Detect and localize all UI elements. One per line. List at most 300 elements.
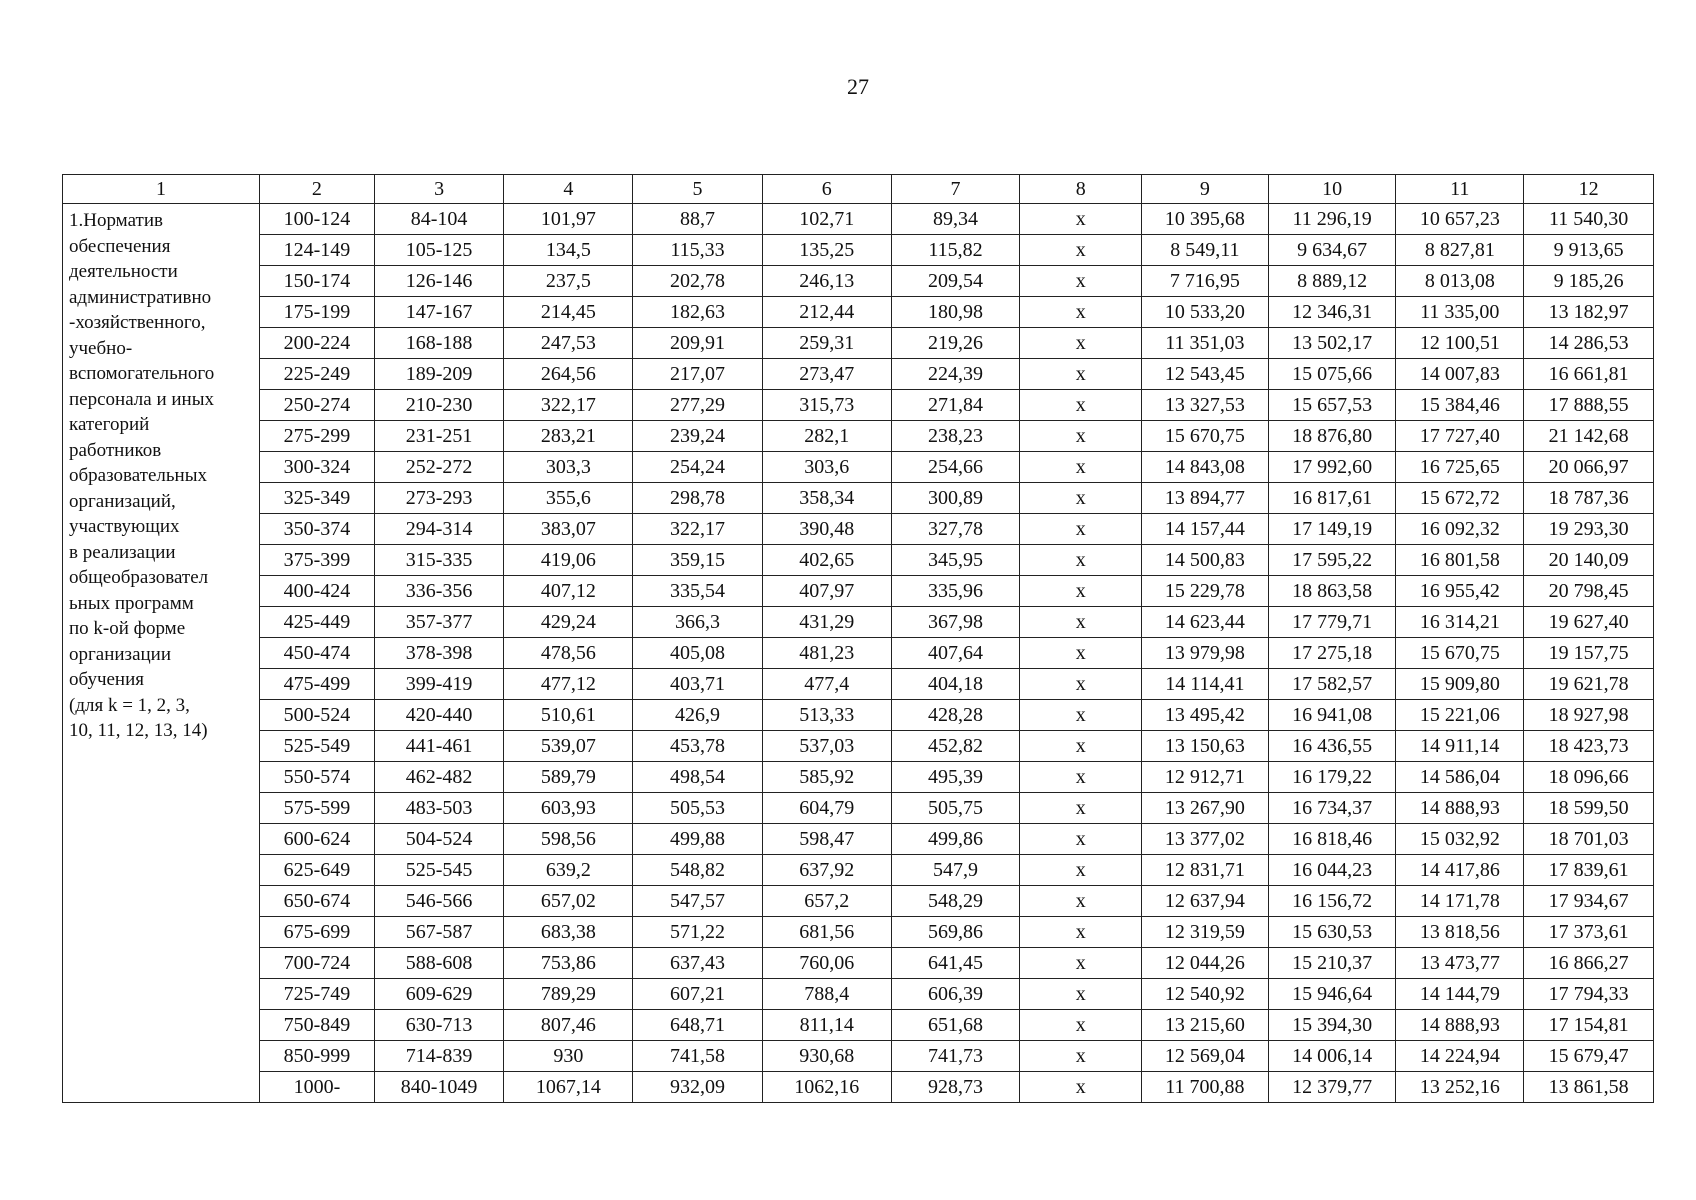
table-cell-col-10: 16 044,23 bbox=[1268, 855, 1396, 886]
table-cell-col-7: 219,26 bbox=[891, 328, 1020, 359]
table-row bbox=[63, 483, 1654, 514]
table-cell-col-6: 303,6 bbox=[762, 452, 891, 483]
table-cell-col-6: 246,13 bbox=[762, 266, 891, 297]
table-row bbox=[63, 731, 1654, 762]
table-cell-col-8: х bbox=[1020, 917, 1142, 948]
table-row bbox=[63, 762, 1654, 793]
table-cell-col-7: 115,82 bbox=[891, 235, 1020, 266]
table-row bbox=[63, 855, 1654, 886]
table-cell-col-4: 539,07 bbox=[504, 731, 633, 762]
table-cell-col-10: 15 946,64 bbox=[1268, 979, 1396, 1010]
table-cell-col-8: х bbox=[1020, 700, 1142, 731]
column-header-6: 6 bbox=[762, 175, 891, 204]
table-cell-col-5: 115,33 bbox=[633, 235, 763, 266]
table-cell-col-11: 14 911,14 bbox=[1396, 731, 1524, 762]
column-header-10: 10 bbox=[1268, 175, 1396, 204]
table-row bbox=[63, 669, 1654, 700]
table-cell-col-12: 20 066,97 bbox=[1524, 452, 1654, 483]
table-cell-col-6: 282,1 bbox=[762, 421, 891, 452]
table-cell-col-3: 378-398 bbox=[374, 638, 504, 669]
table-cell-col-10: 15 657,53 bbox=[1268, 390, 1396, 421]
table-cell-col-11: 8 827,81 bbox=[1396, 235, 1524, 266]
table-cell-col-7: 224,39 bbox=[891, 359, 1020, 390]
table-cell-col-3: 168-188 bbox=[374, 328, 504, 359]
table-cell-col-10: 16 941,08 bbox=[1268, 700, 1396, 731]
table-cell-col-10: 15 210,37 bbox=[1268, 948, 1396, 979]
table-cell-col-5: 239,24 bbox=[633, 421, 763, 452]
table-cell-col-4: 322,17 bbox=[504, 390, 633, 421]
table-cell-col-2: 675-699 bbox=[260, 917, 375, 948]
description-line: -хозяйственного, bbox=[69, 312, 206, 333]
table-cell-col-8: х bbox=[1020, 1041, 1142, 1072]
column-header-9: 9 bbox=[1142, 175, 1269, 204]
table-cell-col-12: 17 888,55 bbox=[1524, 390, 1654, 421]
table-cell-col-12: 19 157,75 bbox=[1524, 638, 1654, 669]
table-cell-col-6: 604,79 bbox=[762, 793, 891, 824]
description-line: административно bbox=[69, 286, 212, 308]
table-cell-col-3: 252-272 bbox=[374, 452, 504, 483]
table-cell-col-9: 14 500,83 bbox=[1142, 545, 1269, 576]
table-cell-col-11: 16 725,65 bbox=[1396, 452, 1524, 483]
table-cell-col-9: 14 843,08 bbox=[1142, 452, 1269, 483]
description-line: обучения bbox=[69, 669, 145, 690]
table-cell-col-5: 548,82 bbox=[633, 855, 763, 886]
table-cell-col-3: 630-713 bbox=[374, 1010, 504, 1041]
table-cell-col-6: 259,31 bbox=[762, 328, 891, 359]
description-line: деятельности bbox=[69, 261, 178, 282]
table-cell-col-10: 18 863,58 bbox=[1268, 576, 1396, 607]
table-cell-col-6: 657,2 bbox=[762, 886, 891, 917]
table-cell-col-7: 407,64 bbox=[891, 638, 1020, 669]
table-cell-col-2: 225-249 bbox=[260, 359, 375, 390]
description-line: обеспечения bbox=[69, 235, 171, 257]
table-cell-col-12: 19 293,30 bbox=[1524, 514, 1654, 545]
table-cell-col-8: х bbox=[1020, 514, 1142, 545]
table-cell-col-7: 404,18 bbox=[891, 669, 1020, 700]
table-cell-col-3: 840-1049 bbox=[374, 1072, 504, 1103]
table-cell-col-8: х bbox=[1020, 1010, 1142, 1041]
table-cell-col-12: 15 679,47 bbox=[1524, 1041, 1654, 1072]
table-cell-col-6: 585,92 bbox=[762, 762, 891, 793]
table-cell-col-4: 807,46 bbox=[504, 1010, 633, 1041]
table-cell-col-9: 12 637,94 bbox=[1142, 886, 1269, 917]
table-row bbox=[63, 297, 1654, 328]
table-cell-col-6: 811,14 bbox=[762, 1010, 891, 1041]
table-cell-col-9: 13 150,63 bbox=[1142, 731, 1269, 762]
table-cell-col-2: 525-549 bbox=[260, 731, 375, 762]
table-cell-col-2: 700-724 bbox=[260, 948, 375, 979]
table-cell-col-6: 681,56 bbox=[762, 917, 891, 948]
table-cell-col-10: 17 595,22 bbox=[1268, 545, 1396, 576]
table-cell-col-7: 180,98 bbox=[891, 297, 1020, 328]
table-cell-col-8: х bbox=[1020, 886, 1142, 917]
table-cell-col-4: 407,12 bbox=[504, 576, 633, 607]
table-cell-col-9: 12 912,71 bbox=[1142, 762, 1269, 793]
table-cell-col-8: х bbox=[1020, 638, 1142, 669]
table-cell-col-7: 254,66 bbox=[891, 452, 1020, 483]
table-cell-col-9: 11 351,03 bbox=[1142, 328, 1269, 359]
table-cell-col-7: 367,98 bbox=[891, 607, 1020, 638]
table-cell-col-10: 16 818,46 bbox=[1268, 824, 1396, 855]
table-cell-col-8: х bbox=[1020, 204, 1142, 235]
table-cell-col-2: 575-599 bbox=[260, 793, 375, 824]
table-cell-col-7: 335,96 bbox=[891, 576, 1020, 607]
table-cell-col-2: 275-299 bbox=[260, 421, 375, 452]
table-cell-col-9: 12 540,92 bbox=[1142, 979, 1269, 1010]
table-cell-col-6: 477,4 bbox=[762, 669, 891, 700]
table-cell-col-8: х bbox=[1020, 793, 1142, 824]
table-cell-col-11: 8 013,08 bbox=[1396, 266, 1524, 297]
table-cell-col-12: 17 934,67 bbox=[1524, 886, 1654, 917]
description-line: персонала и иных bbox=[69, 388, 214, 410]
page-number: 27 bbox=[847, 74, 869, 99]
table-cell-col-5: 209,91 bbox=[633, 328, 763, 359]
table-cell-col-4: 303,3 bbox=[504, 452, 633, 483]
table-cell-col-7: 741,73 bbox=[891, 1041, 1020, 1072]
table-cell-col-5: 403,71 bbox=[633, 669, 763, 700]
table-cell-col-4: 478,56 bbox=[504, 638, 633, 669]
table-cell-col-4: 753,86 bbox=[504, 948, 633, 979]
table-row bbox=[63, 328, 1654, 359]
table-cell-col-11: 11 335,00 bbox=[1396, 297, 1524, 328]
table-cell-col-7: 345,95 bbox=[891, 545, 1020, 576]
table-cell-col-5: 254,24 bbox=[633, 452, 763, 483]
table-cell-col-6: 402,65 bbox=[762, 545, 891, 576]
table-cell-col-3: 399-419 bbox=[374, 669, 504, 700]
table-row bbox=[63, 576, 1654, 607]
table-cell-col-10: 15 394,30 bbox=[1268, 1010, 1396, 1041]
table-cell-col-4: 355,6 bbox=[504, 483, 633, 514]
table-cell-col-11: 14 224,94 bbox=[1396, 1041, 1524, 1072]
table-cell-col-4: 477,12 bbox=[504, 669, 633, 700]
table-cell-col-8: х bbox=[1020, 576, 1142, 607]
table-cell-col-12: 18 096,66 bbox=[1524, 762, 1654, 793]
table-cell-col-9: 11 700,88 bbox=[1142, 1072, 1269, 1103]
table-cell-col-5: 741,58 bbox=[633, 1041, 763, 1072]
table-cell-col-3: 420-440 bbox=[374, 700, 504, 731]
table-cell-col-6: 358,34 bbox=[762, 483, 891, 514]
table-cell-col-4: 789,29 bbox=[504, 979, 633, 1010]
table-cell-col-6: 273,47 bbox=[762, 359, 891, 390]
table-row bbox=[63, 638, 1654, 669]
table-row bbox=[63, 607, 1654, 638]
table-cell-col-11: 10 657,23 bbox=[1396, 204, 1524, 235]
table-cell-col-9: 14 623,44 bbox=[1142, 607, 1269, 638]
description-line: общеобразовател bbox=[69, 567, 209, 588]
table-cell-col-5: 547,57 bbox=[633, 886, 763, 917]
table-cell-col-9: 12 044,26 bbox=[1142, 948, 1269, 979]
header-row bbox=[63, 175, 1654, 204]
table-cell-col-11: 15 670,75 bbox=[1396, 638, 1524, 669]
table-cell-col-9: 12 543,45 bbox=[1142, 359, 1269, 390]
table-cell-col-3: 357-377 bbox=[374, 607, 504, 638]
table-cell-col-4: 214,45 bbox=[504, 297, 633, 328]
table-cell-col-7: 547,9 bbox=[891, 855, 1020, 886]
table-cell-col-8: х bbox=[1020, 669, 1142, 700]
description-line: организации bbox=[69, 643, 172, 665]
table-cell-col-2: 450-474 bbox=[260, 638, 375, 669]
table-cell-col-2: 475-499 bbox=[260, 669, 375, 700]
table-cell-col-5: 498,54 bbox=[633, 762, 763, 793]
table-cell-col-7: 428,28 bbox=[891, 700, 1020, 731]
description-line: категорий bbox=[69, 414, 150, 435]
table-cell-col-12: 20 140,09 bbox=[1524, 545, 1654, 576]
table-cell-col-10: 12 379,77 bbox=[1268, 1072, 1396, 1103]
table-cell-col-2: 175-199 bbox=[260, 297, 375, 328]
table-cell-col-5: 217,07 bbox=[633, 359, 763, 390]
table-cell-col-3: 84-104 bbox=[374, 204, 504, 235]
table-cell-col-10: 11 296,19 bbox=[1268, 204, 1396, 235]
table-cell-col-9: 13 979,98 bbox=[1142, 638, 1269, 669]
table-cell-col-10: 13 502,17 bbox=[1268, 328, 1396, 359]
table-cell-col-12: 17 373,61 bbox=[1524, 917, 1654, 948]
description-line: учебно- bbox=[69, 337, 133, 359]
table-cell-col-8: х bbox=[1020, 824, 1142, 855]
table-cell-col-9: 13 215,60 bbox=[1142, 1010, 1269, 1041]
table-cell-col-11: 14 144,79 bbox=[1396, 979, 1524, 1010]
table-cell-col-11: 13 473,77 bbox=[1396, 948, 1524, 979]
table-cell-col-6: 390,48 bbox=[762, 514, 891, 545]
column-header-1: 1 bbox=[63, 175, 260, 204]
table-cell-col-3: 273-293 bbox=[374, 483, 504, 514]
description-line: в реализации bbox=[69, 541, 176, 563]
table-cell-col-6: 637,92 bbox=[762, 855, 891, 886]
table-cell-col-3: 336-356 bbox=[374, 576, 504, 607]
table-row bbox=[63, 917, 1654, 948]
table-cell-col-8: х bbox=[1020, 266, 1142, 297]
table-cell-col-12: 18 927,98 bbox=[1524, 700, 1654, 731]
table-cell-col-12: 16 661,81 bbox=[1524, 359, 1654, 390]
table-cell-col-11: 14 417,86 bbox=[1396, 855, 1524, 886]
table-cell-col-5: 335,54 bbox=[633, 576, 763, 607]
table-cell-col-6: 431,29 bbox=[762, 607, 891, 638]
table-cell-col-2: 1000- bbox=[260, 1072, 375, 1103]
table-cell-col-3: 315-335 bbox=[374, 545, 504, 576]
table-cell-col-4: 383,07 bbox=[504, 514, 633, 545]
table-cell-col-9: 13 495,42 bbox=[1142, 700, 1269, 731]
table-cell-col-12: 19 621,78 bbox=[1524, 669, 1654, 700]
table-cell-col-6: 135,25 bbox=[762, 235, 891, 266]
table-cell-col-4: 283,21 bbox=[504, 421, 633, 452]
table-cell-col-9: 13 377,02 bbox=[1142, 824, 1269, 855]
table-cell-col-2: 725-749 bbox=[260, 979, 375, 1010]
table-cell-col-4: 101,97 bbox=[504, 204, 633, 235]
table-cell-col-2: 150-174 bbox=[260, 266, 375, 297]
table-cell-col-5: 571,22 bbox=[633, 917, 763, 948]
table-cell-col-5: 277,29 bbox=[633, 390, 763, 421]
table-cell-col-4: 237,5 bbox=[504, 266, 633, 297]
description-line: работников bbox=[69, 439, 162, 461]
table-cell-col-11: 16 955,42 bbox=[1396, 576, 1524, 607]
table-cell-col-11: 15 672,72 bbox=[1396, 483, 1524, 514]
table-cell-col-3: 189-209 bbox=[374, 359, 504, 390]
table-cell-col-2: 100-124 bbox=[260, 204, 375, 235]
column-header-11: 11 bbox=[1396, 175, 1524, 204]
table-cell-col-2: 300-324 bbox=[260, 452, 375, 483]
table-row bbox=[63, 421, 1654, 452]
table-cell-col-7: 209,54 bbox=[891, 266, 1020, 297]
table-cell-col-6: 788,4 bbox=[762, 979, 891, 1010]
table-cell-col-12: 19 627,40 bbox=[1524, 607, 1654, 638]
table-cell-col-11: 13 818,56 bbox=[1396, 917, 1524, 948]
table-cell-col-6: 1062,16 bbox=[762, 1072, 891, 1103]
table-cell-col-7: 505,75 bbox=[891, 793, 1020, 824]
table-cell-col-3: 294-314 bbox=[374, 514, 504, 545]
table-cell-col-4: 247,53 bbox=[504, 328, 633, 359]
table-cell-col-9: 12 831,71 bbox=[1142, 855, 1269, 886]
table-cell-col-8: х bbox=[1020, 483, 1142, 514]
table-cell-col-11: 14 007,83 bbox=[1396, 359, 1524, 390]
table-cell-col-9: 8 549,11 bbox=[1142, 235, 1269, 266]
table-cell-col-4: 930 bbox=[504, 1041, 633, 1072]
table-cell-col-12: 18 701,03 bbox=[1524, 824, 1654, 855]
table-cell-col-5: 359,15 bbox=[633, 545, 763, 576]
table-cell-col-4: 639,2 bbox=[504, 855, 633, 886]
table-cell-col-6: 481,23 bbox=[762, 638, 891, 669]
table-cell-col-4: 1067,14 bbox=[504, 1072, 633, 1103]
table-cell-col-5: 88,7 bbox=[633, 204, 763, 235]
description-line: участвующих bbox=[69, 516, 180, 537]
table-cell-col-11: 15 384,46 bbox=[1396, 390, 1524, 421]
description-line: организаций, bbox=[69, 490, 176, 512]
table-cell-col-8: х bbox=[1020, 359, 1142, 390]
table-cell-col-12: 20 798,45 bbox=[1524, 576, 1654, 607]
table-cell-col-9: 14 157,44 bbox=[1142, 514, 1269, 545]
table-cell-col-8: х bbox=[1020, 421, 1142, 452]
table-cell-col-12: 18 423,73 bbox=[1524, 731, 1654, 762]
description-line: вспомогательного bbox=[69, 363, 215, 384]
column-header-7: 7 bbox=[891, 175, 1020, 204]
table-cell-col-11: 15 221,06 bbox=[1396, 700, 1524, 731]
table-cell-col-5: 499,88 bbox=[633, 824, 763, 855]
table-cell-col-9: 10 395,68 bbox=[1142, 204, 1269, 235]
table-cell-col-5: 182,63 bbox=[633, 297, 763, 328]
table-cell-col-8: х bbox=[1020, 855, 1142, 886]
table-cell-col-5: 932,09 bbox=[633, 1072, 763, 1103]
table-cell-col-9: 13 894,77 bbox=[1142, 483, 1269, 514]
table-cell-col-7: 499,86 bbox=[891, 824, 1020, 855]
table-cell-col-3: 714-839 bbox=[374, 1041, 504, 1072]
table-cell-col-7: 238,23 bbox=[891, 421, 1020, 452]
table-cell-col-10: 18 876,80 bbox=[1268, 421, 1396, 452]
table-cell-col-2: 500-524 bbox=[260, 700, 375, 731]
table-cell-col-5: 505,53 bbox=[633, 793, 763, 824]
table-cell-col-7: 928,73 bbox=[891, 1072, 1020, 1103]
table-cell-col-5: 202,78 bbox=[633, 266, 763, 297]
table-cell-col-3: 609-629 bbox=[374, 979, 504, 1010]
table-cell-col-12: 13 861,58 bbox=[1524, 1072, 1654, 1103]
table-row bbox=[63, 235, 1654, 266]
table-cell-col-5: 648,71 bbox=[633, 1010, 763, 1041]
description-line: 1.Норматив bbox=[69, 210, 163, 231]
table-cell-col-11: 14 888,93 bbox=[1396, 1010, 1524, 1041]
description-line: (для k = 1, 2, 3, bbox=[69, 694, 190, 716]
table-cell-col-10: 15 075,66 bbox=[1268, 359, 1396, 390]
table-row bbox=[63, 266, 1654, 297]
table-cell-col-2: 625-649 bbox=[260, 855, 375, 886]
table-cell-col-11: 15 909,80 bbox=[1396, 669, 1524, 700]
table-cell-col-8: х bbox=[1020, 452, 1142, 483]
table-cell-col-3: 105-125 bbox=[374, 235, 504, 266]
column-header-2: 2 bbox=[260, 175, 375, 204]
table-cell-col-10: 15 630,53 bbox=[1268, 917, 1396, 948]
table-cell-col-10: 12 346,31 bbox=[1268, 297, 1396, 328]
table-cell-col-12: 11 540,30 bbox=[1524, 204, 1654, 235]
table-cell-col-6: 315,73 bbox=[762, 390, 891, 421]
table-body bbox=[63, 204, 1654, 1103]
table-cell-col-11: 13 252,16 bbox=[1396, 1072, 1524, 1103]
column-header-8: 8 bbox=[1020, 175, 1142, 204]
description-line: образовательных bbox=[69, 465, 207, 486]
table-cell-col-6: 598,47 bbox=[762, 824, 891, 855]
table-cell-col-5: 607,21 bbox=[633, 979, 763, 1010]
table-row bbox=[63, 886, 1654, 917]
table-cell-col-9: 15 229,78 bbox=[1142, 576, 1269, 607]
table-cell-col-4: 603,93 bbox=[504, 793, 633, 824]
table-cell-col-12: 16 866,27 bbox=[1524, 948, 1654, 979]
table-cell-col-2: 400-424 bbox=[260, 576, 375, 607]
table-cell-col-5: 637,43 bbox=[633, 948, 763, 979]
table-cell-col-2: 325-349 bbox=[260, 483, 375, 514]
table-cell-col-12: 17 794,33 bbox=[1524, 979, 1654, 1010]
table-cell-col-4: 264,56 bbox=[504, 359, 633, 390]
table-cell-col-4: 510,61 bbox=[504, 700, 633, 731]
table-cell-col-3: 546-566 bbox=[374, 886, 504, 917]
table-cell-col-3: 567-587 bbox=[374, 917, 504, 948]
table-cell-col-7: 327,78 bbox=[891, 514, 1020, 545]
table-cell-col-3: 210-230 bbox=[374, 390, 504, 421]
table-cell-col-4: 429,24 bbox=[504, 607, 633, 638]
table-cell-col-8: х bbox=[1020, 297, 1142, 328]
table-cell-col-8: х bbox=[1020, 328, 1142, 359]
table-cell-col-8: х bbox=[1020, 235, 1142, 266]
table-cell-col-10: 17 275,18 bbox=[1268, 638, 1396, 669]
table-row bbox=[63, 979, 1654, 1010]
table-cell-col-5: 453,78 bbox=[633, 731, 763, 762]
table-cell-col-10: 16 436,55 bbox=[1268, 731, 1396, 762]
table-cell-col-4: 589,79 bbox=[504, 762, 633, 793]
table-cell-col-5: 405,08 bbox=[633, 638, 763, 669]
table-cell-col-9: 7 716,95 bbox=[1142, 266, 1269, 297]
table-cell-col-10: 8 889,12 bbox=[1268, 266, 1396, 297]
table-cell-col-11: 14 888,93 bbox=[1396, 793, 1524, 824]
table-cell-col-8: х bbox=[1020, 545, 1142, 576]
table-cell-col-4: 598,56 bbox=[504, 824, 633, 855]
table-cell-col-10: 17 582,57 bbox=[1268, 669, 1396, 700]
normative-table-container bbox=[62, 174, 1654, 1103]
table-cell-col-12: 9 913,65 bbox=[1524, 235, 1654, 266]
table-row bbox=[63, 1010, 1654, 1041]
table-cell-col-7: 300,89 bbox=[891, 483, 1020, 514]
table-cell-col-4: 683,38 bbox=[504, 917, 633, 948]
table-cell-col-12: 18 599,50 bbox=[1524, 793, 1654, 824]
table-cell-col-10: 16 156,72 bbox=[1268, 886, 1396, 917]
table-cell-col-5: 366,3 bbox=[633, 607, 763, 638]
table-row bbox=[63, 545, 1654, 576]
table-cell-col-6: 407,97 bbox=[762, 576, 891, 607]
table-cell-col-11: 16 314,21 bbox=[1396, 607, 1524, 638]
table-cell-col-8: х bbox=[1020, 948, 1142, 979]
table-cell-col-6: 212,44 bbox=[762, 297, 891, 328]
table-cell-col-9: 12 319,59 bbox=[1142, 917, 1269, 948]
table-cell-col-3: 147-167 bbox=[374, 297, 504, 328]
table-cell-col-8: х bbox=[1020, 390, 1142, 421]
table-cell-col-8: х bbox=[1020, 607, 1142, 638]
normative-description-cell bbox=[63, 204, 260, 1103]
table-cell-col-12: 17 154,81 bbox=[1524, 1010, 1654, 1041]
table-cell-col-8: х bbox=[1020, 762, 1142, 793]
table-cell-col-7: 495,39 bbox=[891, 762, 1020, 793]
